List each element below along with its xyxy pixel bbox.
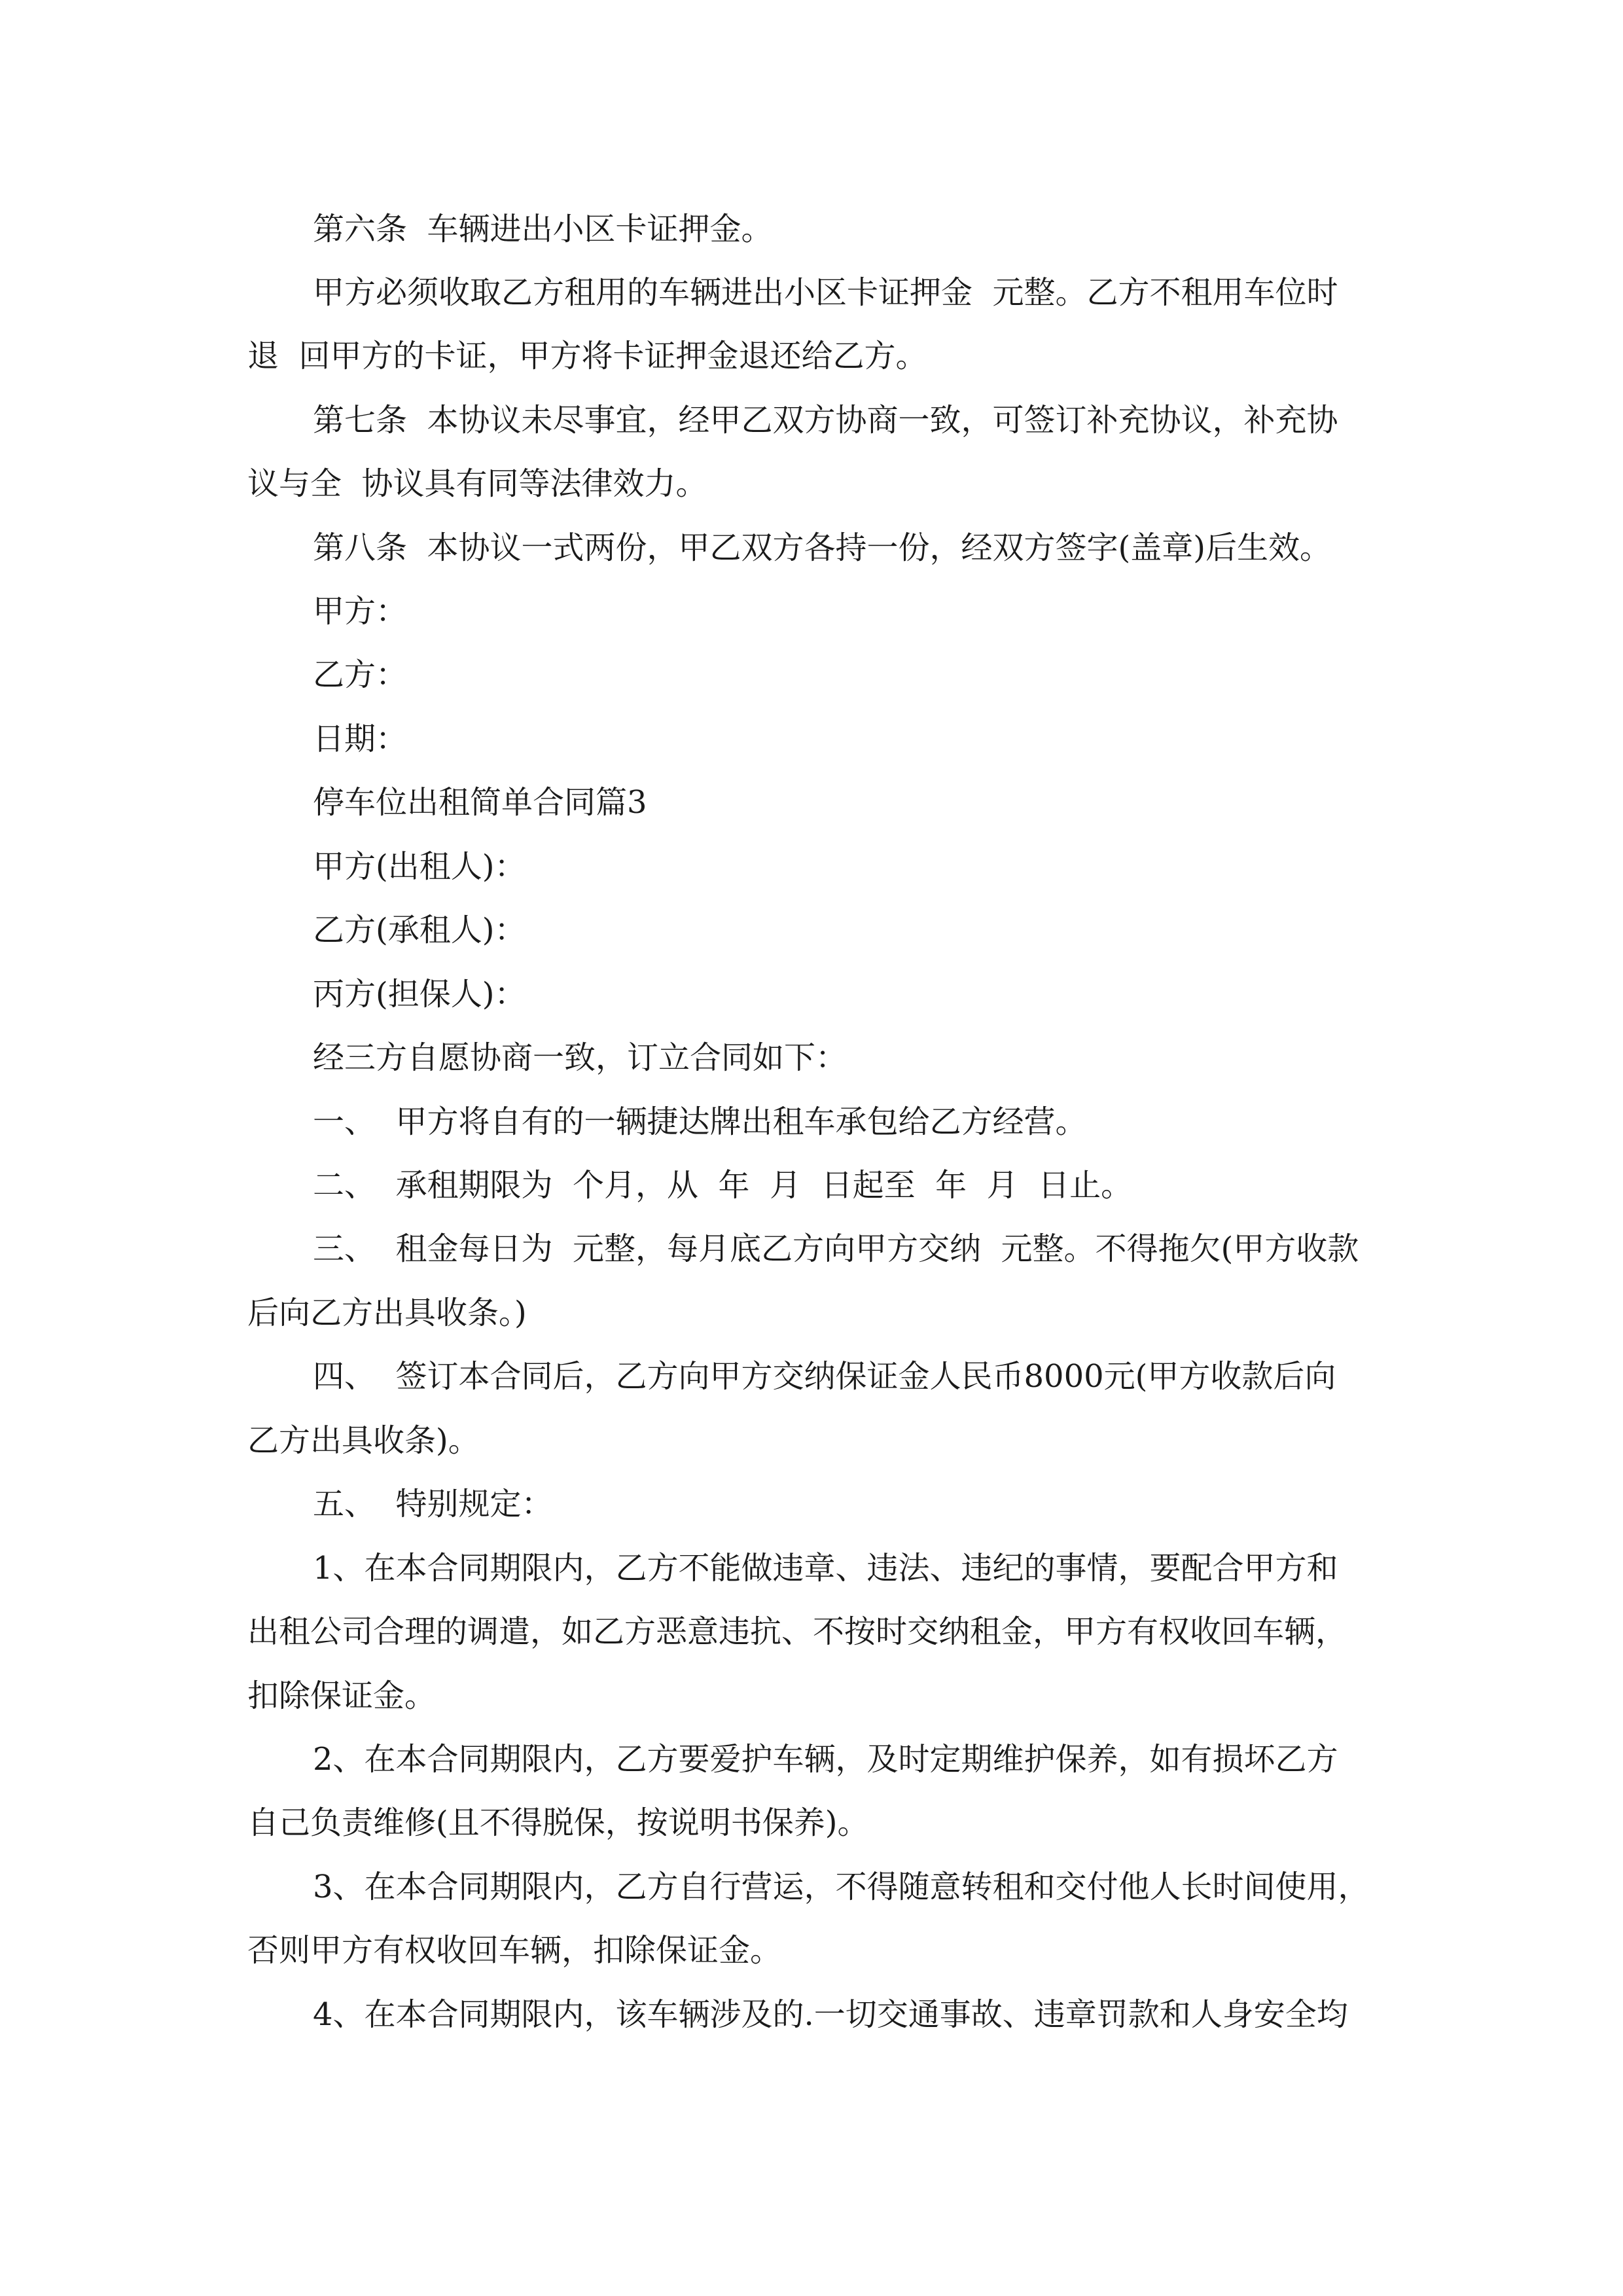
text-line: 退 回甲方的卡证，甲方将卡证押金退还给乙方。 [247,338,927,374]
text-line: 乙方(承租人)： [313,912,526,948]
text-line: 甲方必须收取乙方租用的车辆进出小区卡证押金 元整。乙方不租用车位时 [313,274,1338,311]
text-line: 甲方： [313,593,408,630]
text-line: 日期： [313,721,408,757]
text-line: 2、在本合同期限内，乙方要爱护车辆，及时定期维护保养，如有损坏乙方 [313,1741,1338,1778]
text-line: 第六条 车辆进出小区卡证押金。 [313,211,773,247]
text-line: 丙方(担保人)： [313,976,526,1013]
text-line: 自己负责维修(且不得脱保，按说明书保养)。 [247,1804,869,1841]
text-line: 四、 签订本合同后，乙方向甲方交纳保证金人民币8000元(甲方收款后向 [313,1358,1336,1395]
text-line: 二、 承租期限为 个月，从 年 月 日起至 年 月 日止。 [313,1167,1133,1204]
text-line: 后向乙方出具收条。) [247,1295,527,1331]
text-line: 出租公司合理的调遣，如乙方恶意违抗、不按时交纳租金，甲方有权收回车辆， [247,1613,1347,1650]
text-line: 经三方自愿协商一致，订立合同如下： [313,1039,847,1076]
text-line: 第七条 本协议未尽事宜，经甲乙双方协商一致，可签订补充协议，补充协 [313,402,1338,439]
text-line: 否则甲方有权收回车辆，扣除保证金。 [247,1932,782,1969]
text-line: 扣除保证金。 [247,1677,437,1714]
text-line: 甲方(出租人)： [313,848,526,885]
text-line: 4、在本合同期限内，该车辆涉及的.一切交通事故、违章罚款和人身安全均 [313,1996,1348,2033]
text-line: 三、 租金每日为 元整，每月底乙方向甲方交纳 元整。不得拖欠(甲方收款 [313,1230,1359,1267]
text-line: 1、在本合同期限内，乙方不能做违章、违法、违纪的事情，要配合甲方和 [313,1550,1338,1587]
text-line: 第八条 本协议一式两份，甲乙双方各持一份，经双方签字(盖章)后生效。 [313,529,1331,566]
text-line: 一、 甲方将自有的一辆捷达牌出租车承包给乙方经营。 [313,1103,1087,1140]
section-heading: 停车位出租简单合同篇3 [313,784,647,821]
text-line: 乙方： [313,656,408,693]
text-line: 五、 特别规定： [313,1486,553,1522]
text-line: 乙方出具收条)。 [247,1422,480,1459]
text-line: 3、在本合同期限内，乙方自行营运，不得随意转租和交付他人长时间使用， [313,1869,1370,1905]
text-line: 议与全 协议具有同等法律效力。 [247,465,707,502]
